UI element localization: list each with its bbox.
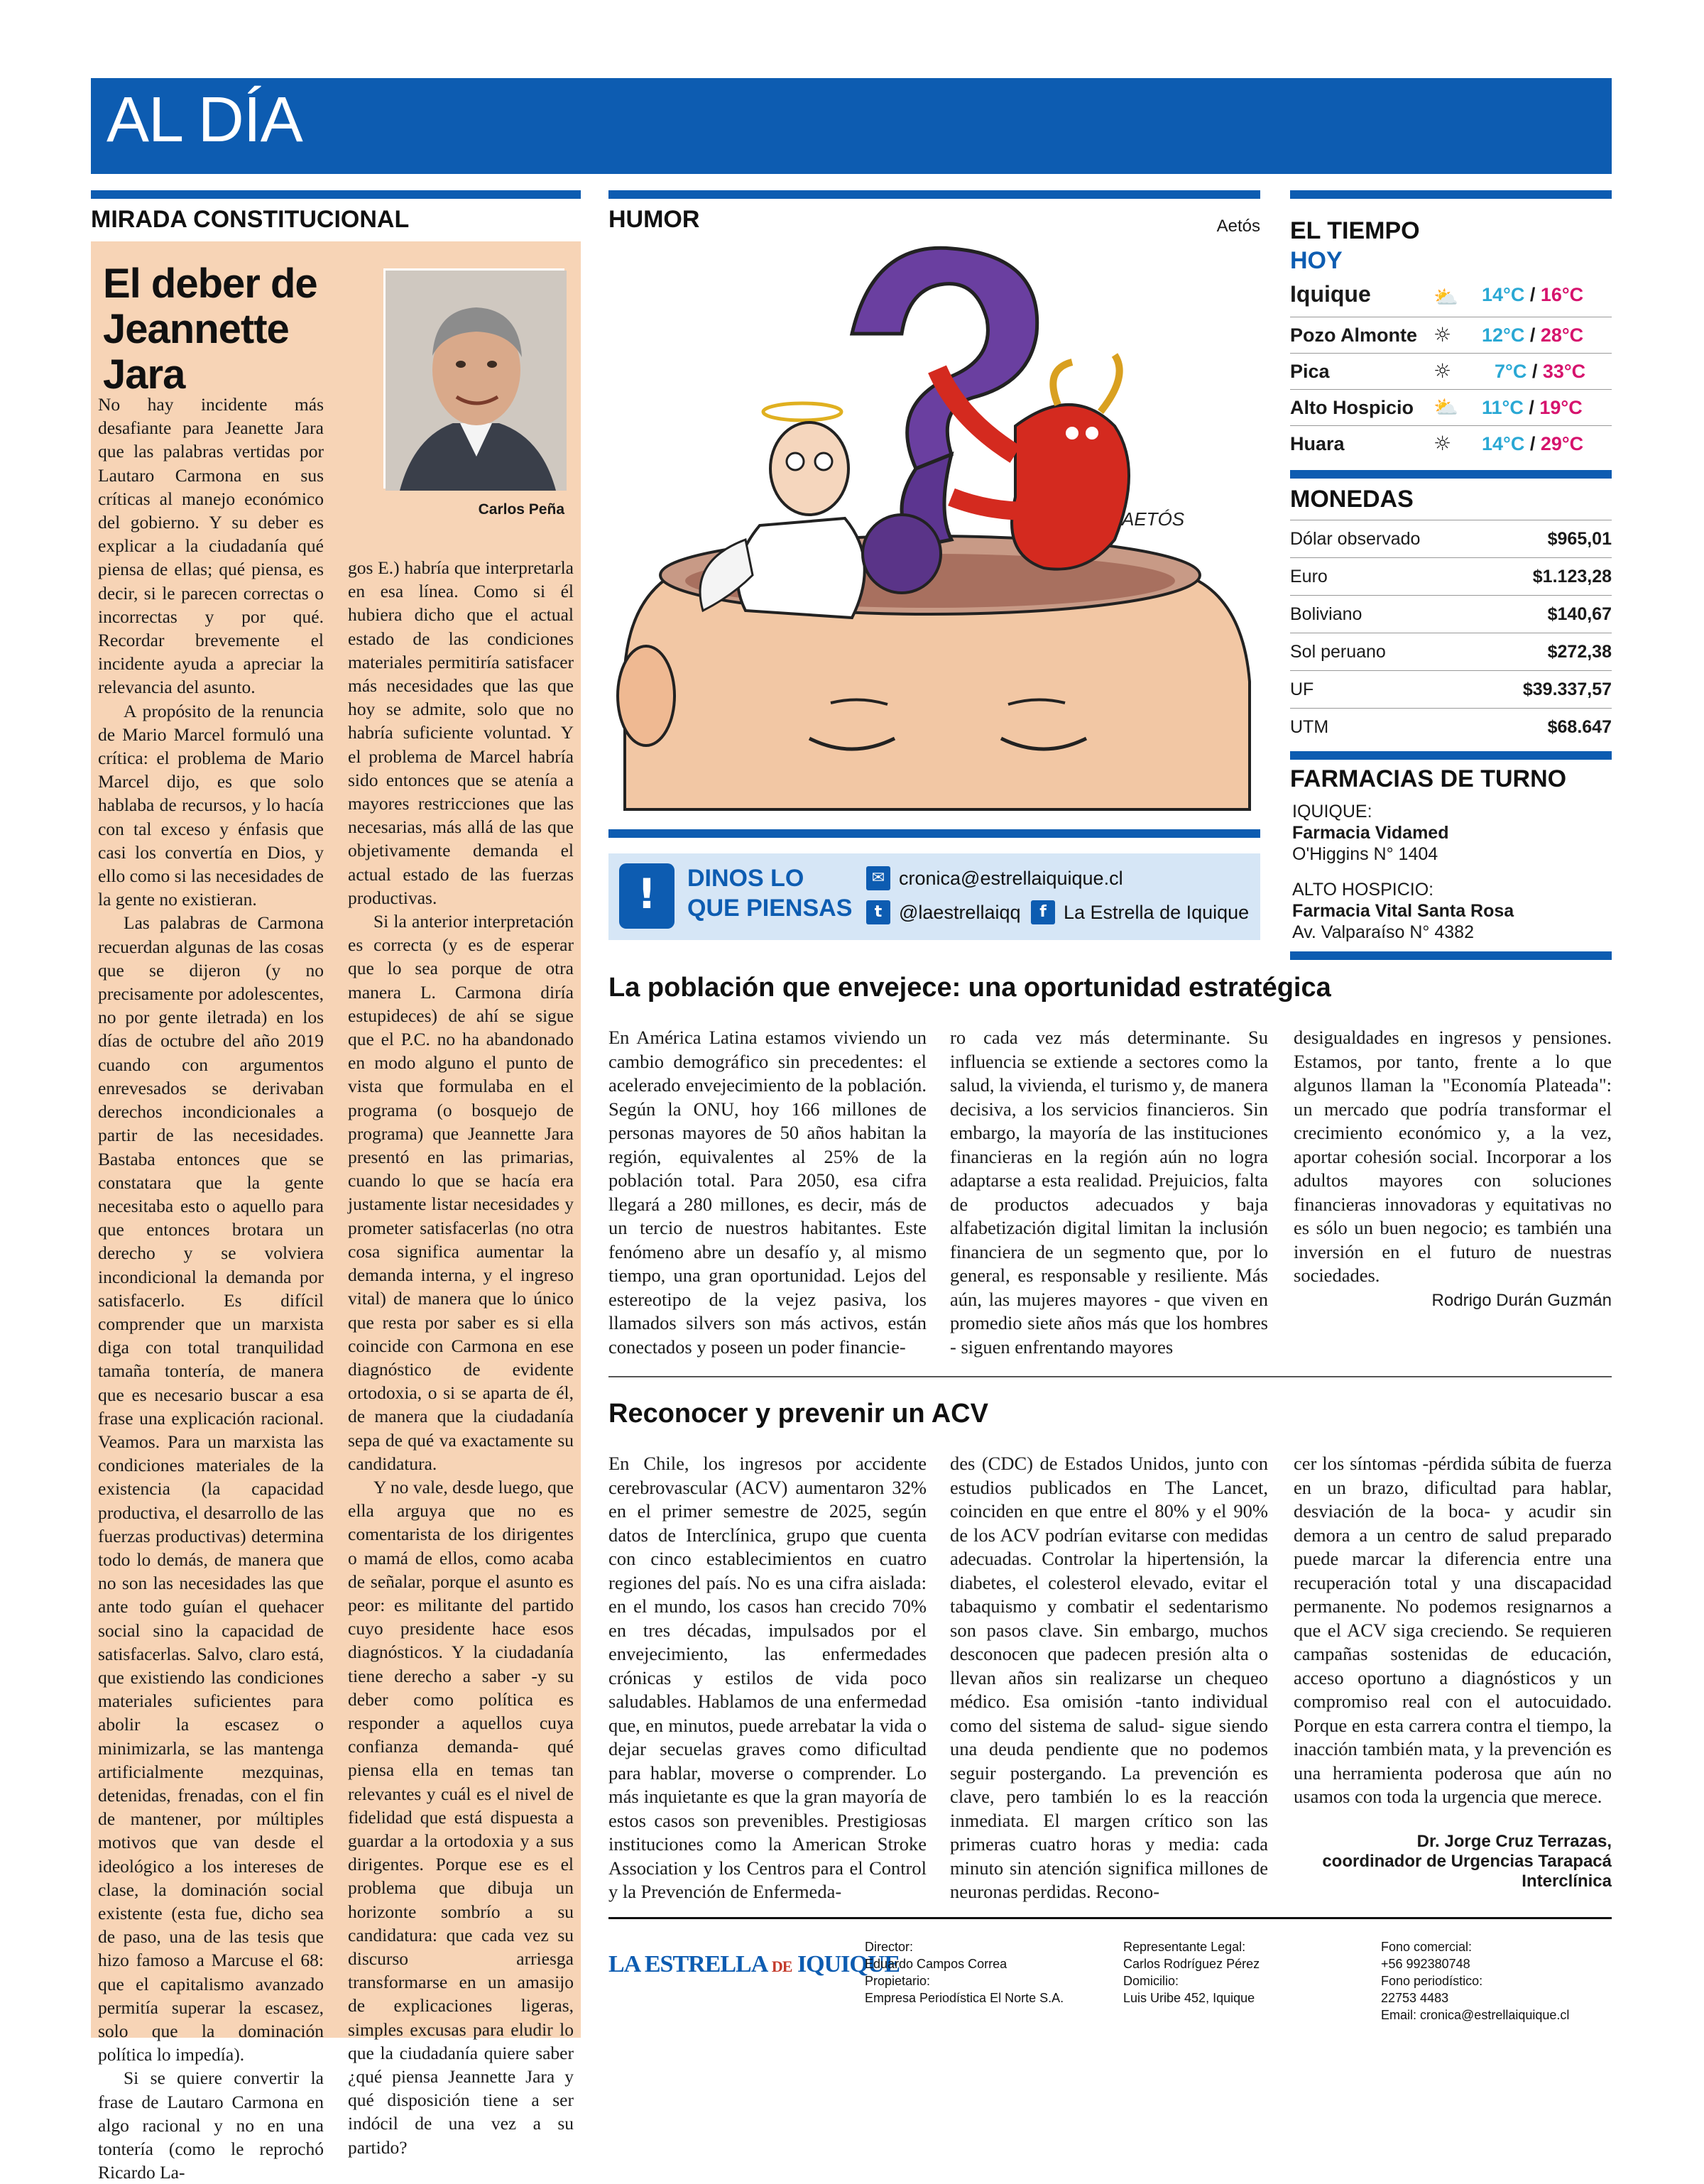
currency-name: UTM: [1290, 717, 1329, 737]
footer-label: Domicilio:: [1123, 1974, 1179, 1988]
weather-row: [1290, 426, 1612, 462]
pharmacy-2: [1292, 879, 1514, 943]
article1-signature: Rodrigo Durán Guzmán: [1431, 1291, 1612, 1310]
opinion-paragraph: Las palabras de Carmona recuerdan algunas de las cosas que se dijeron (y no precisamente por adolescentes, no por gente iletrada) en los días de octubre del año 2019 cuando con argumentos enrevesados se derivaban derechos incondicionales a partir de las necesidades. Bastaba entonces que se constatara que la gente necesitaba esto o aquello para que entonces brotara un derecho y se volviera incondicional la demanda por satisfacerlo. Es difícil comprender que un marxista diga con total tranquilidad tamaña tontería, de manera que es necesario buscar a esa frase una explicación racional. Veamos. Para un marxista las condiciones materiales de la existencia (la capacidad productiva, el desarrollo de las fuerzas productivas) determina todo lo demás, de manera que no son las necesidades las que ante todo guían el quehacer social sino la capacidad de satisfacerlas. Salvo, claro está, que existiendo las condiciones materiales suficientes para abolir la escasez o minimizarla, se las mantenga artificialmente mezquinas, detenidas, frenadas, con el fin de mantener, por múltiples motivos que van desde el ideológico a los intereses de clase, la dominación social existente (esta fue, dicho sea de paso, una de las tesis que hizo famoso a Marcuse el 68: que el capitalismo avanzado permitía superar la escasez, solo que la dominación política lo impedía).: [98, 912, 324, 2065]
section-rule: [608, 190, 1260, 199]
article1-column-2: ro cada vez más determinante. Su influencia se extiende a sectores como la salud, la vivienda, el turismo y, de manera decisiva, a los servicios financieros. Sin embargo, la mayoría de las instituciones financieras en la región aún no logra adaptarse a esta realidad. Prejuicios, falta de productos adecuados y baja alfabetización digital limitan la inclusión financiera de un segmento que, por lo general, es responsable y resiliente. Más aún, las mujeres mayores - que viven en promedio siete años más que los hombres - siguen enfrentando mayores: [950, 1027, 1268, 1358]
feedback-heading-line2: QUE PIENSAS: [687, 895, 853, 922]
weather-temps: 7°C / 33°C: [1495, 361, 1586, 382]
footer-label: Director:: [865, 1940, 914, 1954]
speech-bubble-icon: !: [619, 863, 674, 929]
section-rule: [1290, 190, 1612, 199]
opinion-paragraph: Si la anterior interpretación es correcta (y es de esperar que lo sea porque de otra manera L. Carmona diría estupideces) de ahí se sigue que el P.C. no ha abandonado en modo alguno el punto de vista que formulaba en el programa (o bosquejo de programa) que Jeannette Jara presentó en las primarias, cuando lo que se hacía era justamente listar necesidades y prometer satisfacerlas (no otra cosa significa aumentar la demanda interna, y el ingreso vital) de manera que lo único que resta por saber es si ella coincide con Carmona en ese diagnóstico de evidente ortodoxia, o si se aparta de él, de manera que la ciudadanía sepa de qué va exactamente su candidatura.: [348, 911, 574, 1474]
weather-today-label: HOY: [1290, 247, 1343, 274]
pharmacy-city: IQUIQUE:: [1292, 802, 1372, 821]
weather-temps: 11°C / 19°C: [1482, 397, 1583, 418]
article2-column-1: En Chile, los ingresos por accidente cerebrovascular (ACV) aumentaron 32% en el primer semestre de 2025, según datos de Interclínica, grupo que cuenta con cinco establecimientos en cuatro regiones del país. No es una cifra aislada: en el mundo, los casos han crecido 70% en tres décadas, impulsados por el envejecimiento, las enfermedades crónicas y estilos de vida poco saludables. Hablamos de una enfermedad que, en minutos, puede arrebatar la vida o dejar secuelas graves como dificultad para hablar, moverse o comprender. Lo más inquietante es que la gran mayoría de estos casos son prevenibles. Prestigiosas instituciones como la American Stroke Association y los Centros para el Control y la Prevención de Enfermeda-: [608, 1453, 927, 1902]
footer-value: 22753 4483: [1381, 1991, 1449, 2005]
partly-cloudy-icon: ⛅: [1433, 395, 1458, 419]
article2-column-2: des (CDC) de Estados Unidos, junto con estudios publicados en The Lancet, coinciden en que entre el 80% y el 90% de los ACV podrían evitarse con medidas adecuadas. Controlar la hipertensión, la diabetes, el colesterol elevado, evitar el tabaquismo y combatir el sedentarismo son pasos clave. Sin embargo, muchos desconocen que padecen presión alta o llevan años sin realizarse un chequeo médico. Esa omisión -tanto individual como del sistema de salud- sigue siendo una deuda pendiente que no podemos seguir postergando. La prevención es clave, pero también lo es la reacción inmediata. El margen crítico son las primeras cuatro horas y media: cada minuto sin atención significa millones de neuronas perdidas. Recono-: [950, 1453, 1268, 1902]
author-portrait-image: [386, 271, 567, 491]
currency-name: Sol peruano: [1290, 642, 1386, 662]
article-divider: [608, 1376, 1612, 1377]
currency-name: Boliviano: [1290, 604, 1362, 624]
currency-row: [1290, 671, 1612, 708]
currency-value: $140,67: [1547, 604, 1612, 624]
feedback-heading: [687, 863, 852, 923]
temp-min: 11°C: [1482, 397, 1524, 418]
footer-value: +56 992380748: [1381, 1957, 1470, 1971]
footer-value: Eduardo Campos Correa: [865, 1957, 1007, 1971]
cartoon-credit: Aetós: [1216, 217, 1260, 236]
opinion-column-1: [98, 393, 324, 2184]
article2-column-3: cer los síntomas -pérdida súbita de fuerza en un brazo, dificultad para hablar, desviación de la boca- y acudir sin demora a un centro de salud preparado puede marcar la diferencia entre una recuperación total y una discapacidad permanente. No podemos resignarnos a que el ACV siga creciendo. Se requieren campañas sostenidas de educación, acceso oportuno a diagnósticos y un compromiso real con el autocuidado. Porque en esta carrera contra el tiempo, la inacción también mata, y la prevención es una herramienta poderosa que aún no usamos con toda la urgencia que merece.: [1294, 1453, 1612, 1807]
currency-row: [1290, 596, 1612, 633]
weather-row: [1290, 390, 1612, 425]
footer-rule: [608, 1917, 1612, 1919]
currency-name: Euro: [1290, 567, 1328, 586]
footer-value: Empresa Periodística El Norte S.A.: [865, 1991, 1064, 2005]
footer-value: Carlos Rodríguez Pérez: [1123, 1957, 1260, 1971]
contact-email[interactable]: cronica@estrellaiquique.cl: [899, 868, 1123, 889]
opinion-paragraph: No hay incidente más desafiante para Jeanette Jara que las palabras vertidas por Lautaro Carmona en sus críticas al manejo económico del gobierno. Y su deber es explicar a la ciudadanía qué piensa de ellas; qué piensa, es decir, si le parecen correctas o incorrectas y por qué. Recordar brevemente el incidente ayuda a apreciar la relevancia del asunto.: [98, 394, 324, 698]
footer-legal-block: [1123, 1938, 1260, 2006]
currencies-title: MONEDAS: [1290, 486, 1414, 513]
weather-table: [1290, 278, 1612, 462]
facebook-icon: f: [1031, 900, 1055, 924]
article1-title: La población que envejece: una oportunidad estratégica: [608, 973, 1331, 1003]
section-rule: [91, 190, 581, 199]
footer-label: Representante Legal:: [1123, 1940, 1246, 1954]
opinion-paragraph: Si se quiere convertir la frase de Lautaro Carmona en algo racional y no en una tontería (como le reprochó Ricardo La-: [98, 2068, 324, 2183]
feedback-heading-line1: DINOS LO: [687, 865, 804, 892]
section-rule: [1290, 751, 1612, 760]
weather-place: Pica: [1290, 361, 1330, 382]
footer-value: Luis Uribe 452, Iquique: [1123, 1991, 1255, 2005]
section-rule: [608, 829, 1260, 838]
opinion-column-2: [348, 556, 574, 2159]
pharmacy-city: ALTO HOSPICIO:: [1292, 880, 1434, 900]
partly-cloudy-icon: ⛅: [1433, 285, 1458, 309]
temp-max: 16°C: [1540, 284, 1584, 305]
article2-signature: [1294, 1832, 1612, 1891]
author-photo: [383, 268, 564, 488]
weather-title: EL TIEMPO: [1290, 217, 1420, 244]
sun-icon: ☼: [1433, 323, 1452, 346]
weather-temps: 14°C / 29°C: [1482, 433, 1584, 454]
weather-place: Iquique: [1290, 281, 1371, 307]
section-header-band: [91, 78, 1612, 174]
logo-text-right: IQUIQUE: [797, 1951, 900, 1977]
section-label-humor: HUMOR: [608, 206, 700, 233]
temp-max: 33°C: [1542, 361, 1586, 382]
opinion-title-line2: Jeannette Jara: [103, 306, 289, 398]
article2-title: Reconocer y prevenir un ACV: [608, 1399, 988, 1429]
logo-text-left: LA ESTRELLA: [608, 1951, 767, 1977]
temp-min: 7°C: [1495, 361, 1527, 382]
section-label-mirada: MIRADA CONSTITUCIONAL: [91, 206, 410, 233]
pharmacy-1: [1292, 801, 1448, 865]
opinion-title: [103, 261, 373, 398]
email-icon: ✉: [866, 866, 890, 890]
pharmacy-name: Farmacia Vital Santa Rosa: [1292, 901, 1514, 921]
pharmacy-address: O'Higgins N° 1404: [1292, 844, 1438, 864]
footer-contact-block: [1381, 1938, 1569, 2024]
humor-cartoon: [618, 241, 1260, 809]
footer-label: Propietario:: [865, 1974, 931, 1988]
article1-column-1: En América Latina estamos viviendo un cambio demográfico sin precedentes: el acelerado envejecimiento de la población. Según la ONU, hoy 166 millones de personas mayores de 50 años habitan la región, equivalentes al 25% de la población total. Para 2050, esa cifra llegará a 280 millones, es decir, más de un tercio de nuestros habitantes. Este fenómeno abre un desafío y, al mismo tiempo, una gran oportunidad. Lejos del estereotipo de la vejez pasiva, los llamados silvers son más activos, están conectados y poseen un poder financie-: [608, 1027, 927, 1358]
opinion-paragraph: Y no vale, desde luego, que ella arguya que no es comentarista de los dirigentes o mamá de ellos, como acaba de señalar, porque el asunto es peor: es militante del partido cuyo presidente hace esos diagnósticos. Y la ciudadanía tiene derecho a saber -y su deber como política es responder a aquellos cuya confianza demanda- qué piensa ella en temas tan relevantes y cuál es el nivel de fidelidad que está dispuesta a guardar a la ortodoxia y a sus dirigentes. Porque ese es el problema que dibuja un horizonte sombrío a su candidatura: que cada vez su discurso arriesga transformarse en un amasijo de explicaciones ligeras, simples excusas para eludir lo que la ciudadanía quiere saber ¿qué piensa Jeannette Jara y qué disposición tiene a ser indócil de una vez a su partido?: [348, 1476, 574, 2158]
pharmacy-address: Av. Valparaíso N° 4382: [1292, 922, 1474, 942]
sun-icon: ☼: [1433, 359, 1452, 383]
article1-column-3: desigualdades en ingresos y pensiones. Estamos, por tanto, frente a lo que algunos llaman la "Economía Plateada": un mercado que podría transformar el crecimiento económico y, a la vez, aportar cohesión social. Incorporar a los adultos mayores con soluciones financieras innovadoras y equitativas no es sólo un buen negocio; es también una inversión en el futuro de nuestras sociedades.: [1294, 1027, 1612, 1286]
temp-max: 28°C: [1540, 324, 1584, 346]
currency-row: [1290, 633, 1612, 670]
opinion-paragraph: A propósito de la renuncia de Mario Marcel formuló una crítica: el problema de Mario Marcel dijo, es que solo hablaba de recursos, y lo hacía con tal exceso y énfasis que casi los convertía en Dios, y ello como si las necesidades de la gente no existieran.: [98, 700, 324, 910]
currency-name: UF: [1290, 679, 1314, 699]
opinion-paragraph: gos E.) habría que interpretarla en esa línea. Como si él hubiera dicho que el actual estado de las condiciones materiales permitiría satisfacer más necesidades que las que hoy se admite, solo que no habría suficiente voluntad. Y el problema de Marcel habría sido entonces que se atenía a mayores restricciones que las necesarias, más allá de las que objetivamente demanda el actual estado de las fuerzas productivas.: [348, 557, 574, 908]
pharmacies-title: FARMACIAS DE TURNO: [1290, 765, 1567, 792]
section-title: AL DÍA: [106, 84, 302, 155]
weather-temps: 12°C / 28°C: [1482, 324, 1584, 346]
pharmacy-name: Farmacia Vidamed: [1292, 823, 1449, 843]
weather-place: Pozo Almonte: [1290, 324, 1417, 346]
footer-email[interactable]: Email: cronica@estrellaiquique.cl: [1381, 2008, 1570, 2022]
logo-text-mid: DE: [771, 1958, 792, 1975]
opinion-title-line1: El deber de: [103, 261, 317, 307]
weather-row: [1290, 317, 1612, 353]
section-rule: [1290, 951, 1612, 960]
footer-director-block: [865, 1938, 1064, 2006]
contact-facebook[interactable]: La Estrella de Iquique: [1064, 902, 1250, 923]
signature-org: Interclínica: [1522, 1872, 1612, 1891]
cartoonist-signature: AETÓS: [1122, 508, 1185, 530]
currency-name: Dólar observado: [1290, 529, 1421, 549]
temp-min: 14°C: [1482, 284, 1525, 305]
currency-row: [1290, 709, 1612, 746]
currency-value: $965,01: [1547, 529, 1612, 549]
footer-label: Fono comercial:: [1381, 1940, 1473, 1954]
contact-twitter[interactable]: @laestrellaiqq: [899, 902, 1021, 923]
currency-value: $39.337,57: [1522, 679, 1612, 699]
signature-role: coordinador de Urgencias Tarapacá: [1322, 1852, 1612, 1871]
newspaper-logo: [608, 1951, 900, 1978]
currency-value: $272,38: [1547, 642, 1612, 662]
currency-row: [1290, 558, 1612, 595]
footer-label: Fono periodístico:: [1381, 1974, 1483, 1988]
currency-row: [1290, 520, 1612, 557]
twitter-icon: t: [866, 900, 890, 924]
sun-icon: ☼: [1433, 432, 1452, 455]
temp-min: 14°C: [1482, 433, 1525, 454]
weather-place: Huara: [1290, 433, 1345, 454]
weather-row: [1290, 354, 1612, 389]
weather-row: [1290, 278, 1612, 317]
temp-max: 19°C: [1539, 397, 1583, 418]
temp-min: 12°C: [1482, 324, 1525, 346]
cartoon-illustration: [618, 241, 1260, 809]
currency-value: $1.123,28: [1532, 567, 1612, 586]
weather-temps: 14°C / 16°C: [1482, 284, 1584, 305]
section-rule: [1290, 470, 1612, 479]
currency-value: $68.647: [1547, 717, 1612, 737]
signature-name: Dr. Jorge Cruz Terrazas,: [1416, 1832, 1612, 1851]
temp-max: 29°C: [1540, 433, 1584, 454]
author-name: Carlos Peña: [478, 501, 564, 518]
currencies-table: [1290, 520, 1612, 746]
weather-place: Alto Hospicio: [1290, 397, 1414, 418]
